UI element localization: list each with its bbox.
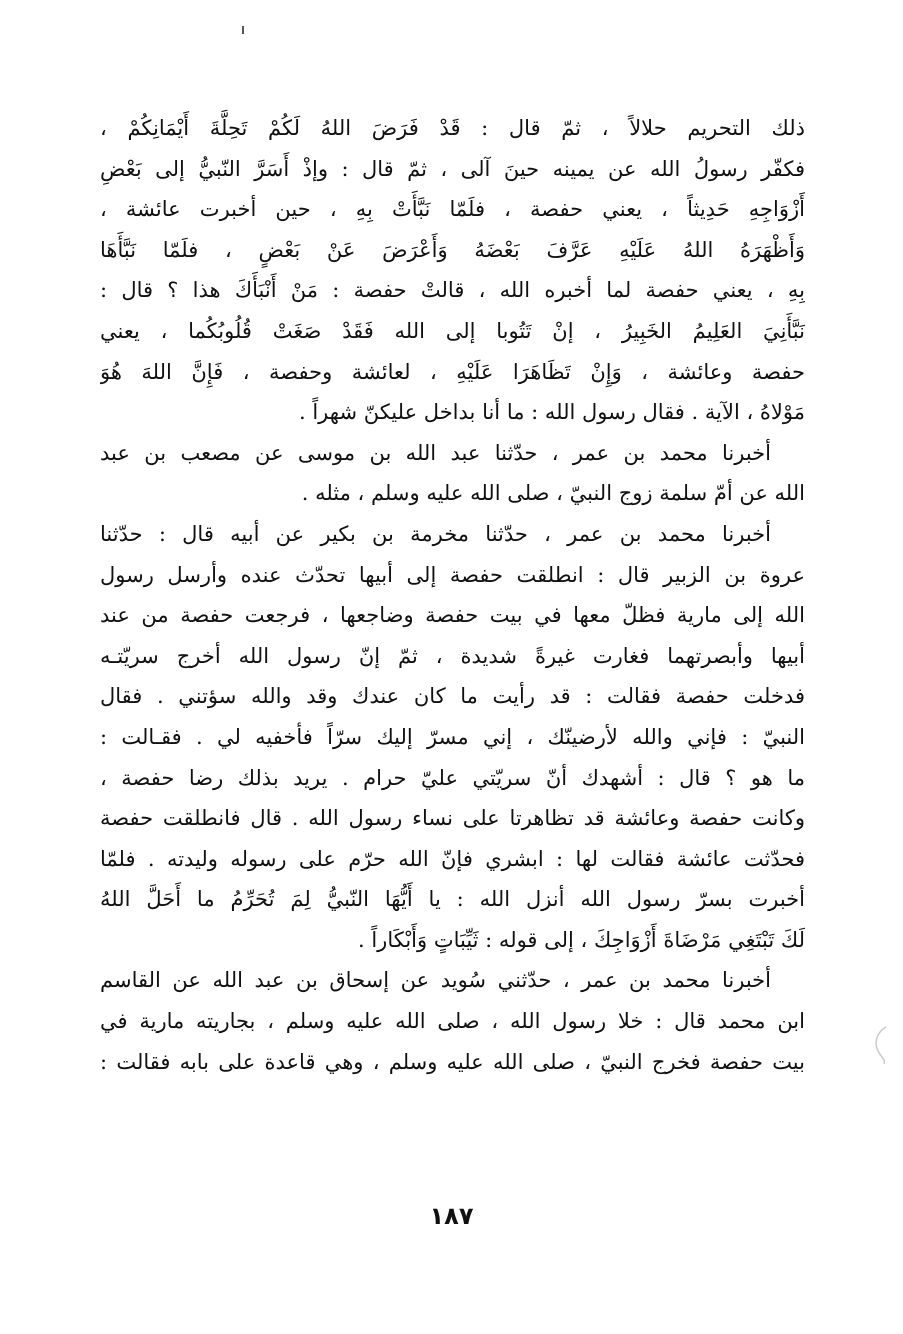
text-line: وكانت حفصة وعائشة قد تظاهرتا على نساء رسول الله . قال فانطلقت حفصة bbox=[100, 806, 805, 831]
text-line: فكفّر رسولُ الله عن يمينه حينَ آلى ، ثمّ قال : وإذْ أَسَرَّ النّبيُّ إلى بَعْضِ bbox=[100, 156, 805, 181]
text-line: الله إلى مارية فظلّ معها في بيت حفصة وضاجعها ، فرجعت حفصة من عند bbox=[100, 603, 805, 628]
page-number: ١٨٧ bbox=[429, 1202, 474, 1230]
text-line: ما هو ؟ قال : أشهدك أنّ سريّتي عليّ حرام . يريد بذلك رضا حفصة ، bbox=[100, 765, 805, 790]
text-line: أَزْوَاجِهِ حَدِيثاً ، يعني حفصة ، فلَمّا نَبَّأَتْ بِهِ ، حين أخبرت عائشة ، bbox=[100, 197, 805, 222]
text-line: ابن محمد قال : خلا رسول الله ، صلى الله عليه وسلم ، بجاريته مارية في bbox=[100, 1009, 805, 1034]
text-line: بيت حفصة فخرج النبيّ ، صلى الله عليه وسلم ، وهي قاعدة على بابه فقالت : bbox=[100, 1049, 805, 1074]
body-text bbox=[100, 108, 805, 1082]
text-line: نَبَّأَنِيَ العَلِيمُ الخَبِيرُ ، إنْ تَتُوبا إلى الله فَقَدْ صَغَتْ قُلُوبُكُما ، يعني bbox=[100, 318, 805, 343]
text-line: بِهِ ، يعني حفصة لما أخبره الله ، قالتْ حفصة : مَنْ أَنْبَأَكَ هذا ؟ قال : bbox=[100, 278, 805, 303]
text-line: مَوْلاهُ ، الآية . فقال رسول الله : ما أنا بداخل عليكنّ شهراً . bbox=[299, 400, 805, 425]
text-line: عروة بن الزبير قال : انطلقت حفصة إلى أبيها تحدّث عنده وأرسل رسول bbox=[100, 562, 805, 587]
text-line: فحدّثت عائشة فقالت لها : ابشري فإنّ الله حرّم على رسوله وليدته . فلمّا bbox=[100, 846, 805, 871]
text-line: أخبرنا محمد بن عمر ، حدّثنا عبد الله بن موسى عن مصعب بن عبد bbox=[100, 440, 771, 465]
text-line: أخبرنا محمد بن عمر ، حدّثنا مخرمة بن بكير عن أبيه قال : حدّثنا bbox=[100, 521, 771, 546]
scan-mark bbox=[242, 26, 244, 34]
text-line: أبيها وأبصرتهما فغارت غيرةً شديدة ، ثمّ إنّ رسول الله أخرج سريّتـه bbox=[100, 643, 805, 668]
text-line: الله عن أمّ سلمة زوج النبيّ ، صلى الله عليه وسلم ، مثله . bbox=[301, 481, 805, 506]
text-line: ذلك التحريم حلالاً ، ثمّ قال : قَدْ فَرَضَ اللهُ لَكُمْ تَحِلَّةَ أَيْمَانِكُمْ ، bbox=[100, 116, 805, 140]
text-line: أخبرت بسرّ رسول الله أنزل الله : يا أَيُّهَا النّبيُّ لِمَ تُحَرِّمُ ما أَحَلَّ اللهُ bbox=[100, 887, 805, 912]
text-line: وَأَظْهَرَهُ اللهُ عَلَيْهِ عَرَّفَ بَعْضَهُ وَأَعْرَضَ عَنْ بَعْضٍ ، فلَمّا نَبَّأَهَا bbox=[100, 237, 805, 262]
text-line: فدخلت حفصة فقالت : قد رأيت ما كان عندك وقد والله سؤتني . فقال bbox=[100, 684, 805, 709]
text-line: لَكَ تَبْتَغِي مَرْضَاةَ أَزْوَاجِكَ ، إلى قوله : ثَيِّبَاتٍ وَأَبْكَاراً . bbox=[358, 927, 805, 952]
text-line: حفصة وعائشة ، وَإِنْ تَظَاهَرَا عَلَيْهِ ، لعائشة وحفصة ، فَإِنَّ اللهَ هُوَ bbox=[100, 359, 805, 384]
text-line: أخبرنا محمد بن عمر ، حدّثني سُويد عن إسحاق بن عبد الله عن القاسم bbox=[100, 968, 771, 993]
text-line: النبيّ : فإني والله لأرضينّك ، إني مسرّ إليك سرّاً فأخفيه لي . فقـالت : bbox=[100, 724, 805, 749]
binding-mark-icon bbox=[870, 1025, 892, 1065]
